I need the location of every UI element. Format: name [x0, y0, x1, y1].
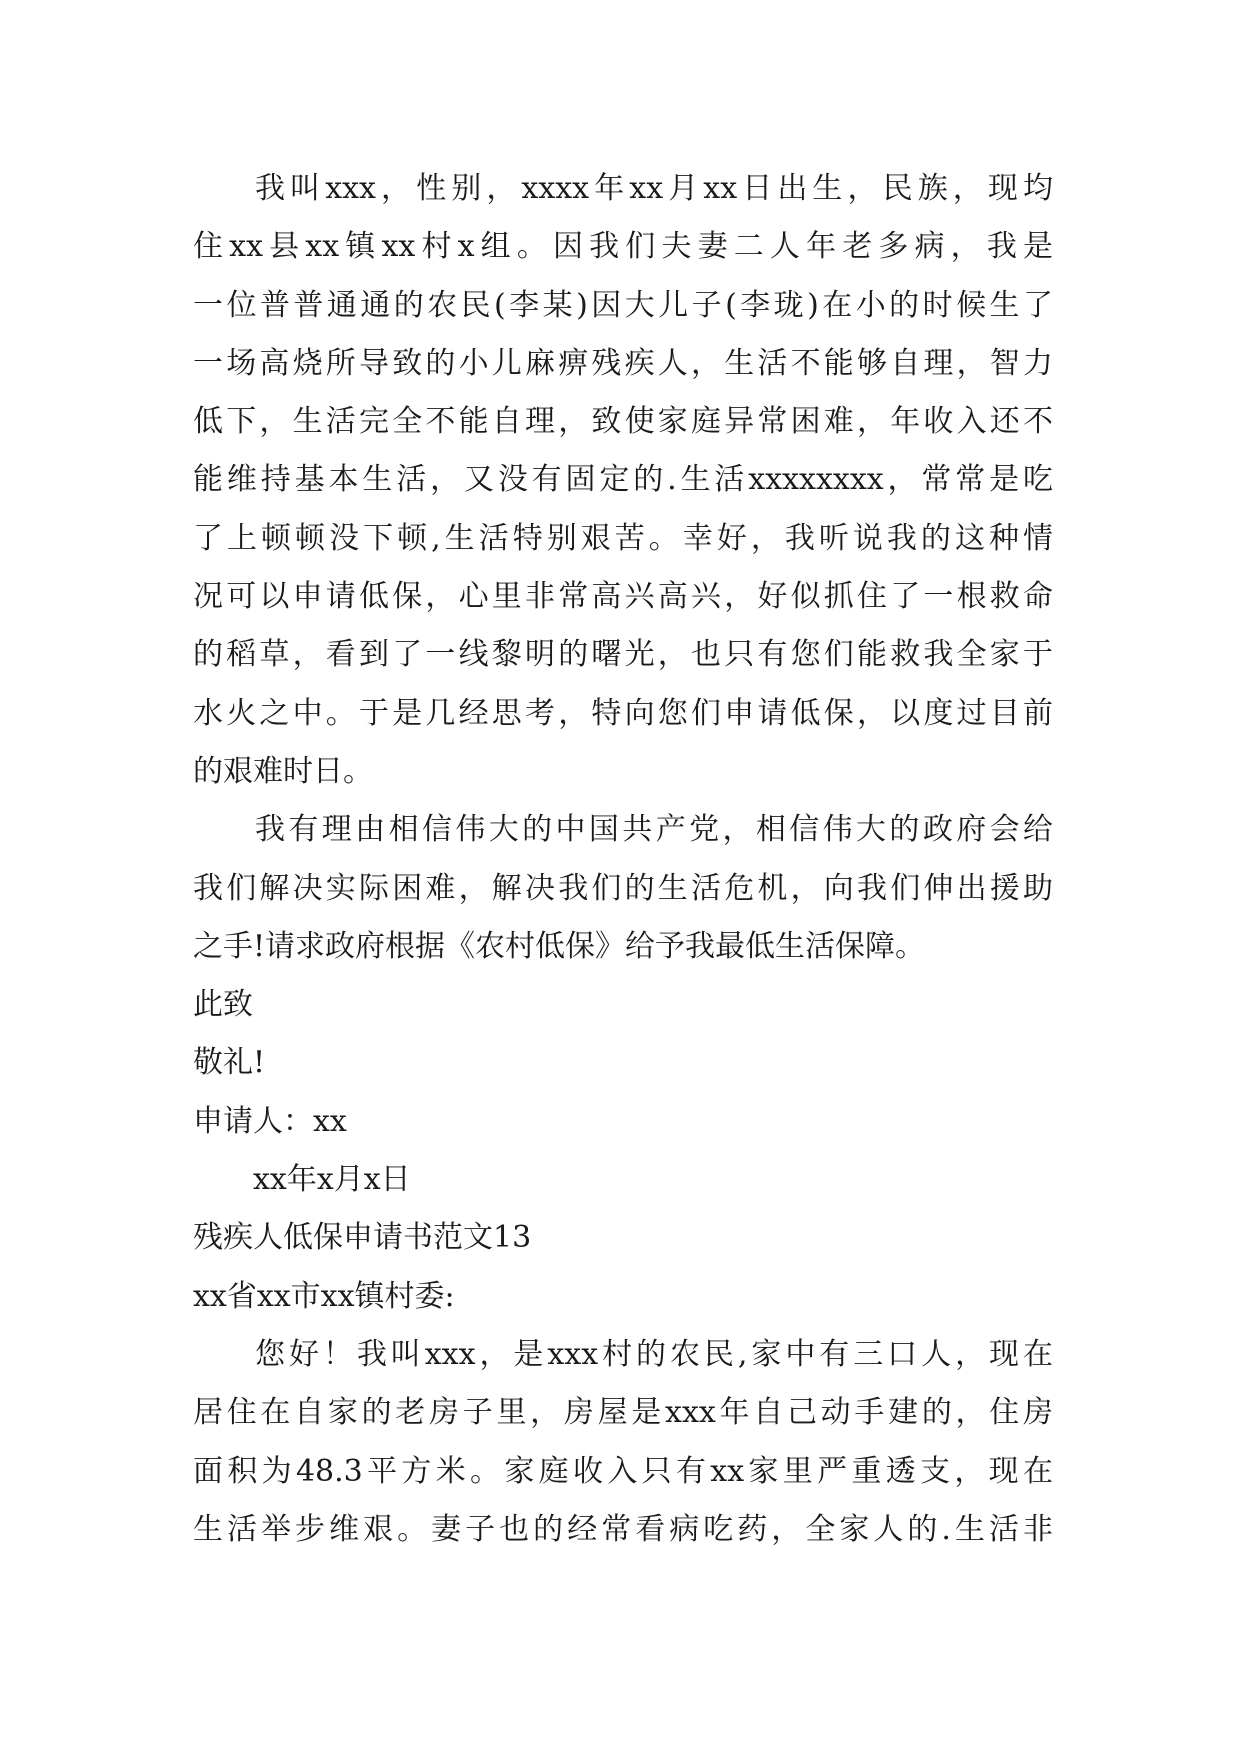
paragraph-3-line-2: 居住在自家的老房子里，房屋是xxx年自己动手建的，住房: [193, 1395, 1053, 1431]
paragraph-1-line-9: 的稻草，看到了一线黎明的曙光，也只有您们能救我全家于: [193, 637, 1053, 673]
paragraph-1-line-7: 了上顿顿没下顿,生活特别艰苦。幸好，我听说我的这种情: [193, 520, 1053, 556]
paragraph-1-line-10: 水火之中。于是几经思考，特向您们申请低保，以度过目前: [193, 695, 1053, 731]
signature-date: xx年x月x日: [253, 1162, 411, 1198]
paragraph-2-line-2: 我们解决实际困难，解决我们的生活危机，向我们伸出援助: [193, 870, 1053, 906]
paragraph-3-line-4: 生活举步维艰。妻子也的经常看病吃药，全家人的.生活非: [193, 1511, 1053, 1547]
paragraph-3-line-1: 您好！我叫xxx，是xxx村的农民,家中有三口人，现在: [255, 1336, 1053, 1372]
paragraph-2-line-3: 之手!请求政府根据《农村低保》给予我最低生活保障。: [193, 928, 926, 964]
closing-jingli: 敬礼!: [193, 1045, 266, 1081]
paragraph-2-line-1: 我有理由相信伟大的中国共产党，相信伟大的政府会给: [255, 812, 1053, 848]
recipient-line: xx省xx市xx镇村委:: [193, 1278, 455, 1314]
paragraph-1-line-4: 一场高烧所导致的小儿麻痹残疾人，生活不能够自理，智力: [193, 345, 1053, 381]
paragraph-1-line-1: 我叫xxx，性别，xxxx年xx月xx日出生，民族，现均: [255, 171, 1053, 206]
paragraph-3-line-3: 面积为48.3平方米。家庭收入只有xx家里严重透支，现在: [193, 1453, 1053, 1489]
paragraph-1-line-6: 能维持基本生活，又没有固定的.生活xxxxxxxx，常常是吃: [193, 462, 1053, 498]
paragraph-1-line-8: 况可以申请低保，心里非常高兴高兴，好似抓住了一根救命: [193, 579, 1053, 615]
document-page: [193, 160, 1053, 1559]
paragraph-1-line-11: 的艰难时日。: [193, 753, 373, 789]
section-title: 残疾人低保申请书范文13: [193, 1220, 532, 1256]
paragraph-1-line-3: 一位普普通通的农民(李某)因大儿子(李珑)在小的时候生了: [193, 287, 1053, 323]
paragraph-1-line-5: 低下，生活完全不能自理，致使家庭异常困难，年收入还不: [193, 404, 1053, 440]
paragraph-1-line-2: 住xx县xx镇xx村x组。因我们夫妻二人年老多病，我是: [193, 229, 1053, 265]
closing-cizhi: 此致: [193, 987, 253, 1023]
applicant-signature: 申请人：xx: [193, 1103, 347, 1139]
